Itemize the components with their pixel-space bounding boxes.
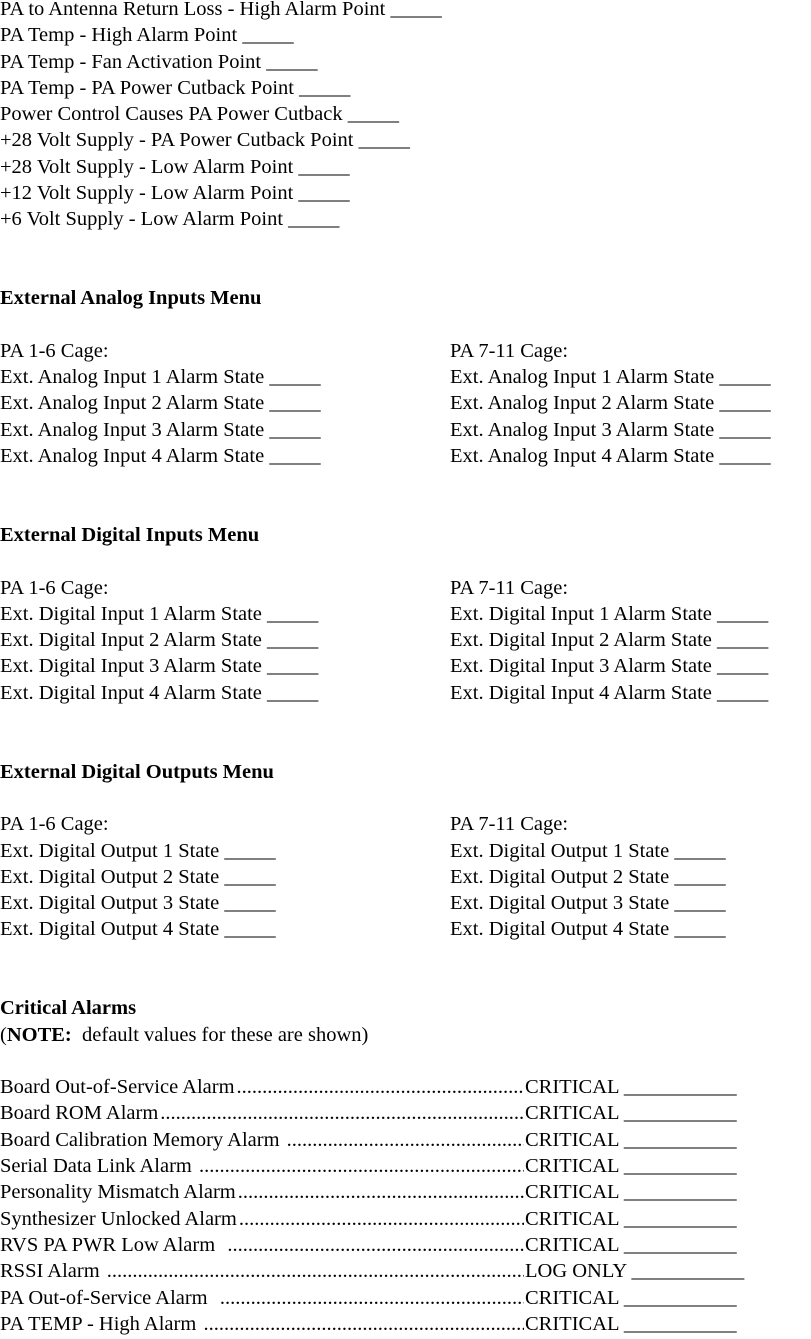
left-item: Ext. Analog Input 3 Alarm State _____ (0, 418, 321, 441)
alarm-name (0, 1311, 524, 1337)
alarm-row (0, 1232, 811, 1258)
alarm-value: CRITICAL ___________ (525, 1233, 737, 1256)
input-row (0, 680, 811, 706)
left-item: Ext. Analog Input 1 Alarm State _____ (0, 366, 321, 389)
top-settings-list (0, 0, 811, 233)
right-item: Ext. Digital Output 2 State _____ (450, 865, 726, 888)
alarm-value: CRITICAL ___________ (525, 1155, 737, 1178)
alarm-value: CRITICAL ___________ (525, 1076, 737, 1099)
section-heading: External Digital Outputs Menu (0, 760, 274, 783)
right-cage-header: PA 7-11 Cage: (450, 576, 569, 599)
spacer (0, 1048, 811, 1074)
left-item: Ext. Analog Input 4 Alarm State _____ (0, 445, 321, 468)
alarm-value: CRITICAL ___________ (525, 1286, 737, 1309)
right-item: Ext. Digital Input 2 Alarm State _____ (450, 629, 769, 652)
spacer (0, 785, 811, 811)
input-row (0, 653, 811, 679)
alarm-value: CRITICAL ___________ (525, 1102, 737, 1125)
left-item: Ext. Digital Input 3 Alarm State _____ (0, 655, 319, 678)
alarm-name-text: Serial Data Link Alarm (0, 1155, 197, 1178)
digital-outputs-section (0, 759, 811, 943)
cage-header-row (0, 811, 811, 837)
input-row (0, 417, 811, 443)
alarm-row (0, 1127, 811, 1153)
alarm-value: CRITICAL ___________ (525, 1312, 737, 1335)
output-row (0, 890, 811, 916)
spacer (0, 943, 811, 996)
alarm-row (0, 1206, 811, 1232)
alarm-name-text: Synthesizer Unlocked Alarm (0, 1207, 237, 1230)
left-item: Ext. Digital Input 1 Alarm State _____ (0, 602, 319, 625)
left-item: Ext. Digital Output 1 State _____ (0, 839, 276, 862)
right-item: Ext. Digital Input 3 Alarm State _____ (450, 655, 769, 678)
alarm-name (0, 1153, 524, 1179)
spacer (0, 312, 811, 338)
alarm-row (0, 1311, 811, 1337)
setting-line: PA Temp - PA Power Cutback Point _____ (0, 76, 351, 99)
alarm-name (0, 1074, 524, 1100)
alarm-name (0, 1285, 524, 1311)
spacer (0, 548, 811, 574)
alarm-name (0, 1100, 524, 1126)
left-item: Ext. Digital Input 2 Alarm State _____ (0, 629, 319, 652)
left-item: Ext. Digital Output 3 State _____ (0, 892, 276, 915)
alarm-name (0, 1232, 524, 1258)
section-heading: External Digital Inputs Menu (0, 523, 260, 546)
left-item: Ext. Digital Input 4 Alarm State _____ (0, 681, 319, 704)
analog-inputs-section (0, 285, 811, 469)
alarm-name-text: RVS PA PWR Low Alarm (0, 1233, 226, 1256)
alarm-name (0, 1179, 524, 1205)
alarm-row (0, 1153, 811, 1179)
right-item: Ext. Digital Input 4 Alarm State _____ (450, 681, 769, 704)
note-line (0, 1022, 811, 1048)
right-item: Ext. Digital Output 3 State _____ (450, 892, 726, 915)
setting-line: +12 Volt Supply - Low Alarm Point _____ (0, 182, 350, 205)
input-row (0, 443, 811, 469)
section-heading: Critical Alarms (0, 997, 137, 1020)
right-item: Ext. Analog Input 2 Alarm State _____ (450, 392, 771, 415)
right-item: Ext. Digital Input 1 Alarm State _____ (450, 602, 769, 625)
left-cage-header: PA 1-6 Cage: (0, 339, 109, 362)
right-cage-header: PA 7-11 Cage: (450, 813, 569, 836)
alarm-value: CRITICAL ___________ (525, 1181, 737, 1204)
alarm-row (0, 1179, 811, 1205)
right-cage-header: PA 7-11 Cage: (450, 339, 569, 362)
setting-line: Power Control Causes PA Power Cutback _____ (0, 103, 399, 126)
alarm-name (0, 1206, 524, 1232)
alarm-list (0, 1074, 811, 1337)
cage-header-row (0, 338, 811, 364)
right-item: Ext. Digital Output 4 State _____ (450, 918, 726, 941)
alarm-name-text: Board Calibration Memory Alarm (0, 1128, 285, 1151)
alarm-row (0, 1100, 811, 1126)
setting-line: PA Temp - Fan Activation Point _____ (0, 50, 318, 73)
input-row (0, 390, 811, 416)
output-row (0, 838, 811, 864)
setting-line: +6 Volt Supply - Low Alarm Point _____ (0, 208, 340, 231)
alarm-name-text: PA TEMP - High Alarm (0, 1312, 202, 1335)
right-item: Ext. Analog Input 4 Alarm State _____ (450, 445, 771, 468)
critical-alarms-section (0, 995, 811, 1337)
alarm-value: CRITICAL ___________ (525, 1128, 737, 1151)
setting-line: +28 Volt Supply - PA Power Cutback Point _____ (0, 129, 410, 152)
setting-line: PA Temp - High Alarm Point _____ (0, 24, 294, 47)
cage-header-row (0, 575, 811, 601)
left-cage-header: PA 1-6 Cage: (0, 576, 109, 599)
alarm-name-text: Board ROM Alarm (0, 1102, 159, 1125)
left-item: Ext. Digital Output 2 State _____ (0, 865, 276, 888)
output-row (0, 916, 811, 942)
input-row (0, 627, 811, 653)
alarm-row (0, 1258, 811, 1284)
alarm-value: CRITICAL ___________ (525, 1207, 737, 1230)
digital-inputs-section (0, 522, 811, 706)
alarm-name-text: RSSI Alarm (0, 1260, 105, 1283)
alarm-name-text: Board Out-of-Service Alarm (0, 1076, 235, 1099)
spacer (0, 469, 811, 522)
alarm-name (0, 1258, 524, 1284)
alarm-name (0, 1127, 524, 1153)
setting-line: PA to Antenna Return Loss - High Alarm Point _____ (0, 0, 442, 20)
alarm-name-text: PA Out-of-Service Alarm (0, 1286, 218, 1309)
input-row (0, 364, 811, 390)
alarm-value: LOG ONLY ___________ (525, 1260, 745, 1283)
left-item: Ext. Digital Output 4 State _____ (0, 918, 276, 941)
right-item: Ext. Digital Output 1 State _____ (450, 839, 726, 862)
left-cage-header: PA 1-6 Cage: (0, 813, 109, 836)
section-heading: External Analog Inputs Menu (0, 287, 262, 310)
note-text: default values for these are shown) (71, 1023, 369, 1046)
note-open-paren: ( (0, 1023, 7, 1046)
output-row (0, 864, 811, 890)
right-item: Ext. Analog Input 3 Alarm State _____ (450, 418, 771, 441)
left-item: Ext. Analog Input 2 Alarm State _____ (0, 392, 321, 415)
right-item: Ext. Analog Input 1 Alarm State _____ (450, 366, 771, 389)
alarm-row (0, 1285, 811, 1311)
input-row (0, 601, 811, 627)
spacer (0, 233, 811, 286)
spacer (0, 706, 811, 759)
note-label: NOTE: (6, 1023, 72, 1046)
alarm-row (0, 1074, 811, 1100)
alarm-name-text: Personality Mismatch Alarm (0, 1181, 236, 1204)
setting-line: +28 Volt Supply - Low Alarm Point _____ (0, 155, 350, 178)
